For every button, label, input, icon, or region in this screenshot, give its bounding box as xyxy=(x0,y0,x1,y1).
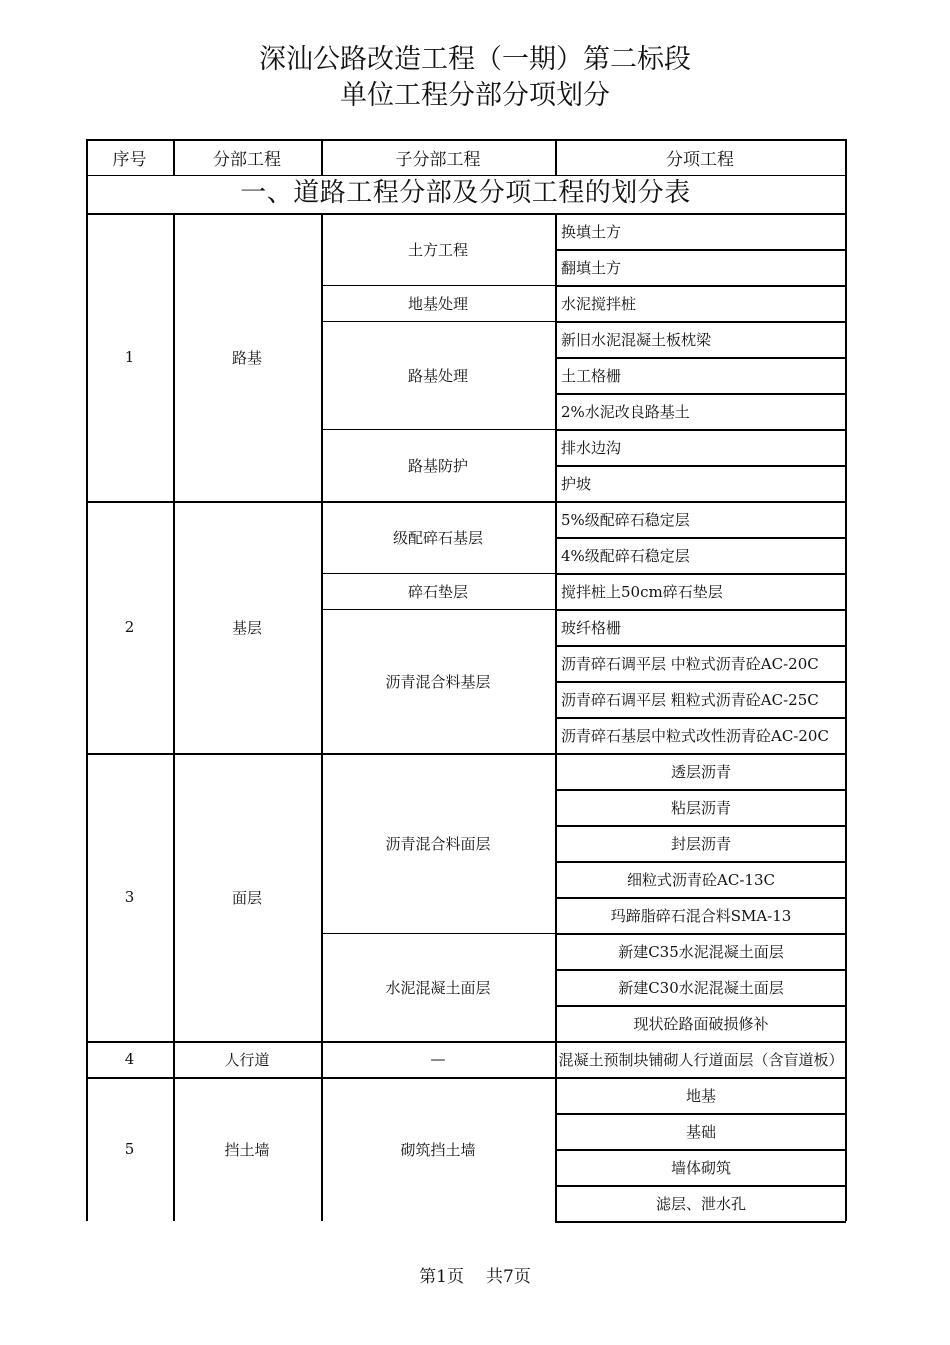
item-cell: 新建C35水泥混凝土面层 xyxy=(618,942,784,961)
subdivision-name: 土方工程 xyxy=(407,240,468,259)
grid-line xyxy=(86,501,88,753)
group-number: 1 xyxy=(124,348,135,366)
grid-line xyxy=(845,213,847,501)
item-cell: 封层沥青 xyxy=(670,834,731,853)
grid-line xyxy=(86,139,88,175)
grid-line xyxy=(555,1041,557,1077)
subdivision-name: 路基处理 xyxy=(407,366,468,385)
item-cell: 翻填土方 xyxy=(561,258,622,277)
subdivision-name: — xyxy=(430,1050,446,1068)
group-number: 3 xyxy=(124,888,135,906)
item-cell: 玻纤格栅 xyxy=(561,618,622,637)
header-serial: 序号 xyxy=(112,149,147,170)
division-name: 基层 xyxy=(231,618,262,637)
grid-line xyxy=(86,1077,88,1221)
group-number: 4 xyxy=(124,1050,135,1068)
item-cell: 搅拌桩上50cm碎石垫层 xyxy=(561,582,723,601)
item-cell: 现状砼路面破损修补 xyxy=(633,1014,769,1033)
item-cell: 玛蹄脂碎石混合料SMA-13 xyxy=(610,906,792,925)
division-name: 面层 xyxy=(231,888,262,907)
group-number: 2 xyxy=(124,618,135,636)
subdivision-name: 沥青混合料基层 xyxy=(385,672,491,691)
header-item: 分项工程 xyxy=(666,149,734,170)
division-name: 路基 xyxy=(231,348,262,367)
page-footer xyxy=(0,1262,950,1287)
grid-line xyxy=(173,213,175,501)
item-cell: 换填土方 xyxy=(561,222,622,241)
grid-line xyxy=(173,139,175,175)
group-number: 5 xyxy=(124,1140,135,1158)
grid-line xyxy=(86,175,88,213)
page-total: 共7页 xyxy=(486,1267,531,1287)
grid-line xyxy=(845,1077,847,1221)
item-cell: 透层沥青 xyxy=(670,762,731,781)
item-cell: 2%水泥改良路基土 xyxy=(561,402,690,421)
item-cell: 4%级配碎石稳定层 xyxy=(561,546,690,565)
item-cell: 新建C30水泥混凝土面层 xyxy=(618,978,784,997)
division-name: 人行道 xyxy=(224,1050,270,1069)
grid-line xyxy=(86,139,846,141)
subdivision-name: 地基处理 xyxy=(407,294,468,313)
header-division: 分部工程 xyxy=(213,149,281,170)
subdivision-name: 级配碎石基层 xyxy=(392,528,483,547)
grid-line xyxy=(845,1041,847,1077)
item-border xyxy=(555,1221,846,1223)
header-subdivision: 子分部工程 xyxy=(395,149,481,170)
subdivision-name: 碎石垫层 xyxy=(407,582,468,601)
item-cell: 墙体砌筑 xyxy=(670,1158,731,1177)
grid-line xyxy=(321,1077,323,1221)
item-cell: 基础 xyxy=(685,1122,716,1141)
grid-line xyxy=(321,139,323,175)
grid-line xyxy=(321,753,323,1041)
grid-line xyxy=(555,753,557,1041)
item-cell: 水泥搅拌桩 xyxy=(561,294,637,313)
item-cell: 地基 xyxy=(685,1086,716,1105)
item-cell: 粘层沥青 xyxy=(670,798,731,817)
subdivision-name: 沥青混合料面层 xyxy=(385,834,491,853)
page-number: 第1页 xyxy=(419,1267,464,1287)
item-cell: 新旧水泥混凝土板枕梁 xyxy=(561,330,712,349)
grid-line xyxy=(321,213,323,501)
document-title: 深汕公路改造工程（一期）第二标段 xyxy=(259,44,691,75)
grid-line xyxy=(173,1077,175,1221)
item-cell: 护坡 xyxy=(561,474,592,493)
item-cell: 排水边沟 xyxy=(561,438,622,457)
grid-line xyxy=(321,501,323,753)
grid-line xyxy=(555,213,557,501)
grid-line xyxy=(845,175,847,213)
item-cell: 沥青碎石调平层 中粒式沥青砼AC-20C xyxy=(561,654,819,673)
grid-line xyxy=(555,139,557,175)
item-cell: 混凝土预制块铺砌人行道面层（含盲道板） xyxy=(558,1050,844,1069)
item-cell: 细粒式沥青砼AC-13C xyxy=(627,870,775,889)
grid-line xyxy=(845,501,847,753)
grid-line xyxy=(173,501,175,753)
item-cell: 沥青碎石调平层 粗粒式沥青砼AC-25C xyxy=(561,690,819,709)
item-cell: 沥青碎石基层中粒式改性沥青砼AC-20C xyxy=(561,726,829,745)
grid-line xyxy=(845,139,847,175)
grid-line xyxy=(86,213,88,501)
division-name: 挡土墙 xyxy=(224,1140,270,1159)
grid-line xyxy=(845,753,847,1041)
item-cell: 滤层、泄水孔 xyxy=(655,1194,746,1213)
subdivision-name: 砌筑挡土墙 xyxy=(400,1140,476,1159)
item-cell: 土工格栅 xyxy=(561,366,622,385)
grid-line xyxy=(555,1077,557,1221)
grid-line xyxy=(86,1041,88,1077)
subdivision-name: 路基防护 xyxy=(407,456,468,475)
document-subtitle: 单位工程分部分项划分 xyxy=(340,80,610,111)
grid-line xyxy=(86,753,88,1041)
grid-line xyxy=(173,1041,175,1077)
item-cell: 5%级配碎石稳定层 xyxy=(561,510,690,529)
subdivision-name: 水泥混凝土面层 xyxy=(385,978,491,997)
grid-line xyxy=(173,753,175,1041)
grid-line xyxy=(555,501,557,753)
grid-line xyxy=(321,1041,323,1077)
section-title: 一、道路工程分部及分项工程的划分表 xyxy=(240,177,691,207)
